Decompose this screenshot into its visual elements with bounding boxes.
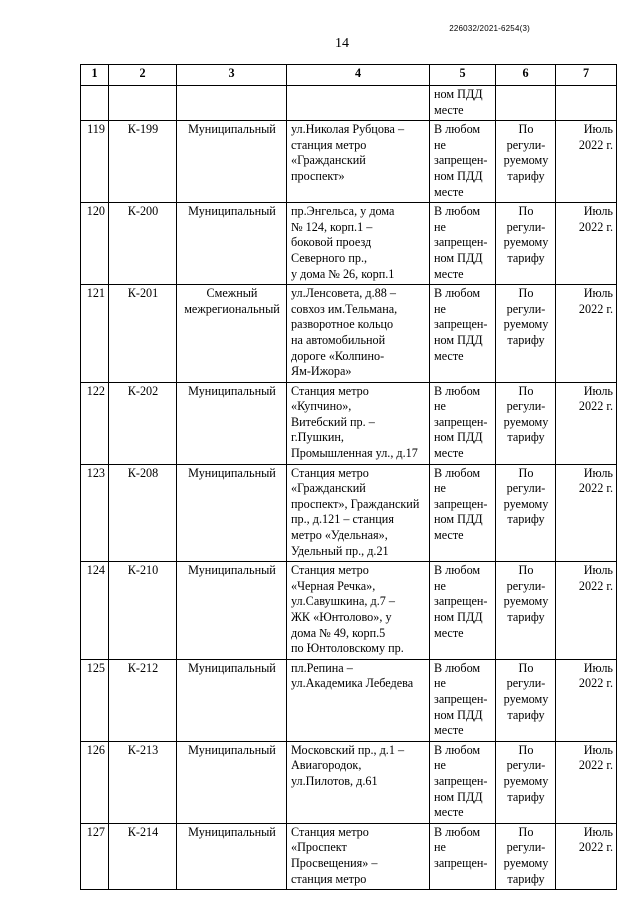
cell-route-path-line: Ям-Ижора» xyxy=(291,364,352,379)
cell-stop-condition xyxy=(430,203,496,285)
cell-stop-condition-line: В любом xyxy=(434,660,481,675)
cell-stop-condition-line: В любом xyxy=(434,286,481,301)
cell-route-path-line: разворотное кольцо xyxy=(291,317,394,332)
cell-stop-condition-line: В любом xyxy=(434,383,481,398)
cell-route-path-line: Московский пр., д.1 – xyxy=(291,742,405,757)
cell-tariff-line: руемому xyxy=(503,153,549,168)
cell-tariff xyxy=(496,464,556,562)
cell-route-type-line: Муниципальный xyxy=(188,465,276,480)
cell-col-6 xyxy=(496,86,556,121)
cell-stop-condition xyxy=(430,382,496,464)
cell-route-path-line: Станция метро xyxy=(291,383,369,398)
cell-route-type-line: Муниципальный xyxy=(188,660,276,675)
cell-stop-condition-line: ном ПДД xyxy=(434,512,483,527)
cell-route-type-line: Муниципальный xyxy=(188,383,276,398)
cell-stop-condition-line: В любом xyxy=(434,742,481,757)
cell-route-path-line: у дома № 26, корп.1 xyxy=(291,266,395,281)
cell-stop-condition xyxy=(430,86,496,121)
cell-start-date-line: Июль xyxy=(583,563,613,578)
cell-start-date-line: Июль xyxy=(583,465,613,480)
cell-route-code: К-210 xyxy=(109,562,177,660)
cell-stop-condition-line: запрещен- xyxy=(434,594,488,609)
cell-stop-condition-line: не xyxy=(434,301,446,316)
cell-stop-condition-line: не xyxy=(434,399,446,414)
cell-stop-condition-line: не xyxy=(434,137,446,152)
cell-route-code: К-201 xyxy=(109,285,177,383)
cell-stop-condition xyxy=(430,285,496,383)
cell-route-path xyxy=(287,562,430,660)
cell-route-path-line: станция метро xyxy=(291,137,367,152)
cell-stop-condition-line: месте xyxy=(434,805,464,820)
cell-route-path-line: «Гражданский xyxy=(291,481,366,496)
cell-route-path-line: совхоз им.Тельмана, xyxy=(291,301,398,316)
cell-stop-condition-line: ном ПДД xyxy=(434,430,483,445)
cell-stop-condition-line: В любом xyxy=(434,824,481,839)
cell-tariff-line: регули- xyxy=(506,301,546,316)
cell-route-type-line: Смежный xyxy=(206,286,258,301)
cell-route-path xyxy=(287,285,430,383)
cell-tariff-line: По xyxy=(518,660,534,675)
cell-route-path-line: пр., д.121 – станция xyxy=(291,512,394,527)
cell-route-path-line: ул.Ленсовета, д.88 – xyxy=(291,286,396,301)
cell-route-path xyxy=(287,203,430,285)
table-row xyxy=(81,464,617,562)
cell-tariff-line: регули- xyxy=(506,676,546,691)
cell-route-code: К-213 xyxy=(109,741,177,823)
table-row xyxy=(81,741,617,823)
table-row xyxy=(81,562,617,660)
cell-stop-condition-line: месте xyxy=(434,528,464,543)
cell-stop-condition-line: месте xyxy=(434,266,464,281)
col-header-4: 4 xyxy=(287,65,430,86)
cell-stop-condition-line: не xyxy=(434,578,446,593)
cell-stop-condition-line: В любом xyxy=(434,204,481,219)
cell-tariff-line: тарифу xyxy=(507,332,545,347)
cell-tariff-line: регули- xyxy=(506,219,546,234)
cell-route-type-line: Муниципальный xyxy=(188,204,276,219)
cell-route-path-line: Северного пр., xyxy=(291,250,368,265)
cell-route-type xyxy=(177,741,287,823)
cell-route-type xyxy=(177,823,287,889)
cell-tariff-line: руемому xyxy=(503,594,549,609)
cell-route-code: К-208 xyxy=(109,464,177,562)
cell-start-date xyxy=(556,382,617,464)
cell-tariff xyxy=(496,562,556,660)
cell-tariff-line: По xyxy=(518,383,534,398)
col-header-2: 2 xyxy=(109,65,177,86)
cell-start-date xyxy=(556,741,617,823)
cell-stop-condition-line: месте xyxy=(434,184,464,199)
table-row xyxy=(81,823,617,889)
cell-tariff xyxy=(496,203,556,285)
cell-route-type xyxy=(177,121,287,203)
cell-tariff-line: регули- xyxy=(506,840,546,855)
cell-tariff-line: тарифу xyxy=(507,610,545,624)
cell-start-date-line: Июль xyxy=(583,383,613,398)
cell-stop-condition xyxy=(430,659,496,741)
cell-tariff xyxy=(496,741,556,823)
cell-tariff-line: тарифу xyxy=(507,707,545,722)
cell-stop-condition-line: запрещен- xyxy=(434,691,488,706)
table-row xyxy=(81,121,617,203)
cell-route-path-line: по Юнтоловскому пр. xyxy=(291,641,404,656)
col-header-1: 1 xyxy=(81,65,109,86)
cell-route-type xyxy=(177,203,287,285)
cell-tariff-line: регули- xyxy=(506,399,546,414)
routes-table xyxy=(80,64,617,890)
cell-stop-condition xyxy=(430,823,496,889)
cell-route-code: К-214 xyxy=(109,823,177,889)
cell-route-path-line: проспект» xyxy=(291,168,345,183)
cell-route-code: К-212 xyxy=(109,659,177,741)
cell-row-number: 121 xyxy=(81,285,109,383)
table-row xyxy=(81,285,617,383)
col-header-7: 7 xyxy=(556,65,617,86)
cell-route-path-line: Просвещения» – xyxy=(291,855,378,870)
cell-tariff-line: По xyxy=(518,465,534,480)
cell-start-date-line: Июль xyxy=(583,286,613,301)
cell-start-date xyxy=(556,203,617,285)
cell-route-path-line: дороге «Колпино- xyxy=(291,348,385,363)
cell-route-path-line: «Купчино», xyxy=(291,399,352,414)
cell-col-4 xyxy=(287,86,430,121)
cell-route-type-line: Муниципальный xyxy=(188,122,276,137)
cell-tariff-line: руемому xyxy=(503,414,549,429)
cell-col-1 xyxy=(81,86,109,121)
cell-row-number: 120 xyxy=(81,203,109,285)
cell-route-path-line: пл.Репина – xyxy=(291,660,353,675)
col-header-3: 3 xyxy=(177,65,287,86)
cell-tariff-line: По xyxy=(518,824,534,839)
cell-stop-condition-line: ном ПДД xyxy=(434,87,483,101)
cell-route-type xyxy=(177,285,287,383)
cell-start-date-line: 2022 г. xyxy=(578,840,613,855)
cell-row-number: 127 xyxy=(81,823,109,889)
cell-route-type-line: межрегиональный xyxy=(184,301,280,316)
cell-stop-condition-line: В любом xyxy=(434,563,481,578)
cell-start-date-line: Июль xyxy=(583,660,613,675)
cell-stop-condition-line: запрещен- xyxy=(434,773,488,788)
cell-stop-condition-line: не xyxy=(434,840,446,855)
cell-tariff xyxy=(496,121,556,203)
cell-route-path xyxy=(287,121,430,203)
cell-stop-condition-line: не xyxy=(434,219,446,234)
cell-route-path xyxy=(287,382,430,464)
cell-tariff-line: руемому xyxy=(503,317,549,332)
cell-stop-condition-line: ном ПДД xyxy=(434,610,483,624)
cell-tariff-line: По xyxy=(518,286,534,301)
cell-row-number: 126 xyxy=(81,741,109,823)
cell-start-date-line: 2022 г. xyxy=(578,301,613,316)
cell-start-date-line: 2022 г. xyxy=(578,481,613,496)
cell-stop-condition xyxy=(430,121,496,203)
cell-start-date-line: 2022 г. xyxy=(578,219,613,234)
cell-start-date-line: Июль xyxy=(583,742,613,757)
cell-stop-condition-line: запрещен- xyxy=(434,414,488,429)
cell-stop-condition-line: запрещен- xyxy=(434,317,488,332)
cell-start-date-line: 2022 г. xyxy=(578,137,613,152)
cell-stop-condition-line: месте xyxy=(434,723,464,738)
cell-tariff xyxy=(496,382,556,464)
cell-route-path-line: Авиагородок, xyxy=(291,758,362,773)
cell-route-path-line: г.Пушкин, xyxy=(291,430,344,445)
cell-stop-condition-line: ном ПДД xyxy=(434,168,483,183)
cell-stop-condition-line: В любом xyxy=(434,122,481,137)
cell-route-path-line: Витебский пр. – xyxy=(291,414,375,429)
cell-tariff-line: тарифу xyxy=(507,512,545,527)
cell-tariff-line: По xyxy=(518,122,534,137)
cell-route-type xyxy=(177,659,287,741)
cell-tariff-line: По xyxy=(518,563,534,578)
cell-route-path-line: ЖК «Юнтолово», у xyxy=(291,610,392,624)
cell-tariff-line: руемому xyxy=(503,691,549,706)
cell-route-path-line: метро «Удельная», xyxy=(291,528,388,543)
cell-start-date-line: 2022 г. xyxy=(578,578,613,593)
cell-route-type-line: Муниципальный xyxy=(188,824,276,839)
cell-stop-condition-line: ном ПДД xyxy=(434,789,483,804)
cell-route-path-line: ул.Пилотов, д.61 xyxy=(291,773,378,788)
cell-start-date-line: Июль xyxy=(583,122,613,137)
page-number: 14 xyxy=(335,36,349,51)
cell-route-type xyxy=(177,562,287,660)
cell-stop-condition xyxy=(430,741,496,823)
cell-tariff-line: тарифу xyxy=(507,168,545,183)
cell-tariff-line: тарифу xyxy=(507,250,545,265)
cell-start-date xyxy=(556,659,617,741)
cell-tariff-line: регули- xyxy=(506,137,546,152)
cell-tariff-line: тарифу xyxy=(507,871,545,886)
table-row xyxy=(81,659,617,741)
cell-route-path-line: станция метро xyxy=(291,871,367,886)
cell-route-path-line: проспект», Гражданский xyxy=(291,496,420,511)
cell-stop-condition-line: запрещен- xyxy=(434,855,488,870)
table-row xyxy=(81,382,617,464)
cell-row-number: 124 xyxy=(81,562,109,660)
cell-stop-condition-line: ном ПДД xyxy=(434,707,483,722)
cell-stop-condition-line: запрещен- xyxy=(434,235,488,250)
cell-route-path xyxy=(287,659,430,741)
cell-stop-condition-line: запрещен- xyxy=(434,153,488,168)
cell-route-path-line: дома № 49, корп.5 xyxy=(291,625,386,640)
cell-tariff-line: регули- xyxy=(506,578,546,593)
cell-start-date-line: Июль xyxy=(583,204,613,219)
cell-route-path-line: ул.Савушкина, д.7 – xyxy=(291,594,395,609)
cell-tariff-line: тарифу xyxy=(507,789,545,804)
cell-route-type-line: Муниципальный xyxy=(188,563,276,578)
cell-start-date xyxy=(556,121,617,203)
header-row xyxy=(81,65,617,86)
cell-route-path-line: «Проспект xyxy=(291,840,347,855)
cell-route-path-line: на автомобильной xyxy=(291,332,386,347)
cell-start-date xyxy=(556,285,617,383)
cell-route-path-line: Станция метро xyxy=(291,563,369,578)
cell-row-number: 123 xyxy=(81,464,109,562)
cell-route-path-line: ул.Академика Лебедева xyxy=(291,676,414,691)
cell-row-number: 119 xyxy=(81,121,109,203)
cell-stop-condition-line: В любом xyxy=(434,465,481,480)
cell-start-date-line: 2022 г. xyxy=(578,758,613,773)
cell-route-path-line: боковой проезд xyxy=(291,235,372,250)
cell-route-type xyxy=(177,464,287,562)
cell-route-code: К-200 xyxy=(109,203,177,285)
cell-route-path-line: Промышленная ул., д.17 xyxy=(291,446,418,461)
cell-start-date-line: 2022 г. xyxy=(578,676,613,691)
cell-stop-condition xyxy=(430,464,496,562)
cell-start-date-line: 2022 г. xyxy=(578,399,613,414)
cell-start-date-line: Июль xyxy=(583,824,613,839)
cell-tariff xyxy=(496,285,556,383)
cell-stop-condition-line: месте xyxy=(434,625,464,640)
cell-stop-condition-line: ном ПДД xyxy=(434,250,483,265)
document-id: 226032/2021-6254(3) xyxy=(449,24,530,33)
cell-tariff-line: По xyxy=(518,742,534,757)
cell-stop-condition xyxy=(430,562,496,660)
col-header-6: 6 xyxy=(496,65,556,86)
cell-col-3 xyxy=(177,86,287,121)
cell-route-path-line: пр.Энгельса, у дома xyxy=(291,204,395,219)
cell-row-number: 122 xyxy=(81,382,109,464)
cell-start-date xyxy=(556,823,617,889)
cell-route-path xyxy=(287,823,430,889)
cell-tariff-line: руемому xyxy=(503,855,549,870)
cell-route-type xyxy=(177,382,287,464)
cell-tariff-line: руемому xyxy=(503,235,549,250)
cell-route-path xyxy=(287,464,430,562)
cell-route-path-line: № 124, корп.1 – xyxy=(291,219,373,234)
cell-route-code: К-199 xyxy=(109,121,177,203)
cell-stop-condition-line: запрещен- xyxy=(434,496,488,511)
cell-tariff-line: регули- xyxy=(506,481,546,496)
cell-stop-condition-line: месте xyxy=(434,348,464,363)
cell-col-2 xyxy=(109,86,177,121)
cell-route-path xyxy=(287,741,430,823)
cell-stop-condition-line: не xyxy=(434,481,446,496)
cell-start-date xyxy=(556,464,617,562)
cell-route-type-line: Муниципальный xyxy=(188,742,276,757)
cell-tariff xyxy=(496,823,556,889)
cell-stop-condition-line: ном ПДД xyxy=(434,332,483,347)
cell-route-path-line: «Черная Речка», xyxy=(291,578,376,593)
cell-route-path-line: ул.Николая Рубцова – xyxy=(291,122,405,137)
cell-tariff-line: руемому xyxy=(503,773,549,788)
cell-col-7 xyxy=(556,86,617,121)
cell-tariff xyxy=(496,659,556,741)
cell-tariff-line: тарифу xyxy=(507,430,545,445)
cell-stop-condition-line: месте xyxy=(434,102,464,117)
cell-route-path-line: Удельный пр., д.21 xyxy=(291,543,389,558)
continuation-row xyxy=(81,86,617,121)
cell-route-path-line: Станция метро xyxy=(291,465,369,480)
cell-route-path-line: Станция метро xyxy=(291,824,369,839)
cell-route-code: К-202 xyxy=(109,382,177,464)
cell-start-date xyxy=(556,562,617,660)
cell-tariff-line: регули- xyxy=(506,758,546,773)
cell-tariff-line: По xyxy=(518,204,534,219)
cell-tariff-line: руемому xyxy=(503,496,549,511)
cell-stop-condition-line: не xyxy=(434,676,446,691)
cell-row-number: 125 xyxy=(81,659,109,741)
col-header-5: 5 xyxy=(430,65,496,86)
table-row xyxy=(81,203,617,285)
cell-route-path-line: «Гражданский xyxy=(291,153,366,168)
cell-stop-condition-line: не xyxy=(434,758,446,773)
cell-stop-condition-line: месте xyxy=(434,446,464,461)
